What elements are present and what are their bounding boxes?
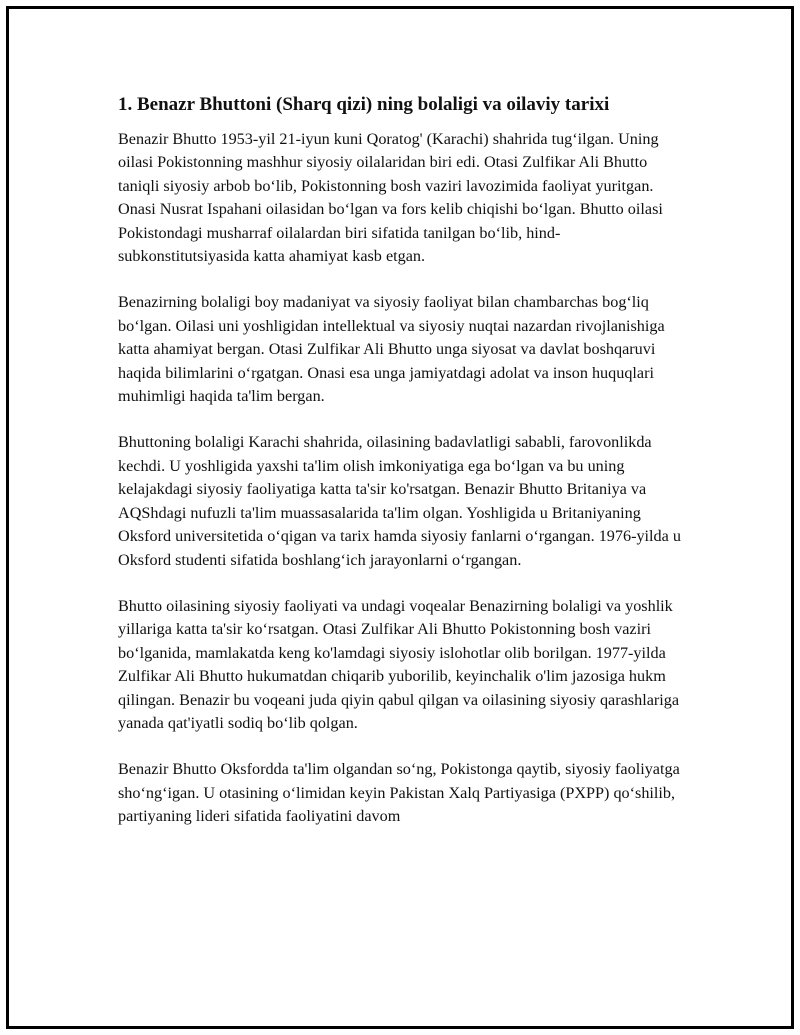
document-body <box>118 92 688 852</box>
paragraph-2: Benazirning bolaligi boy madaniyat va siyosiy faoliyat bilan chambarchas bog‘liq bo‘lgan. Oilasi uni yoshligidan intellektual va siyosiy nuqtai nazardan rivojlanishiga katta ahamiyat bergan. Otasi Zulfikar Ali Bhutto unga siyosat va davlat boshqaruvi haqida bilimlarini o‘rgatgan. Onasi esa unga jamiyatdagi adolat va inson huquqlari muhimligi haqida ta'lim bergan. <box>118 293 665 406</box>
paragraph-3: Bhuttoning bolaligi Karachi shahrida, oilasining badavlatligi sababli, farovonlikda kechdi. U yoshligida yaxshi ta'lim olish imkoniyatiga ega bo‘lgan va bu uning kelajakdagi siyosiy faoliyatiga katta ta'sir ko'rsatgan. Benazir Bhutto Britaniya va AQShdagi nufuzli ta'lim muassasalarida ta'lim olgan. Yoshligida u Britaniyaning Oksford universitetida o‘qigan va tarix hamda siyosiy fanlarni o‘rgangan. 1976-yilda u Oksford studenti sifatida boshlang‘ich jarayonlarni o‘rgangan. <box>118 433 681 569</box>
paragraph-5: Benazir Bhutto Oksfordda ta'lim olgandan so‘ng, Pokistonga qaytib, siyosiy faoliyatga sho‘ng‘igan. U otasining o‘limidan keyin Pakistan Xalq Partiyasiga (PXPP) qo‘shilib, partiyaning lideri sifatida faoliyatini davom <box>118 760 680 826</box>
paragraph-4: Bhutto oilasining siyosiy faoliyati va undagi voqealar Benazirning bolaligi va yoshlik yillariga katta ta'sir ko‘rsatgan. Otasi Zulfikar Ali Bhutto Pokistonning bosh vaziri bo‘lganida, mamlakatda keng ko'lamdagi siyosiy islohotlar olib borilgan. 1977-yilda Zulfikar Ali Bhutto hukumatdan chiqarib yuborilib, keyinchalik o'lim jazosiga hukm qilingan. Benazir bu voqeani juda qiyin qabul qilgan va oilasining siyosiy qarashlariga yanada qat'iyatli sodiq bo‘lib qolgan. <box>118 596 680 732</box>
section-heading: 1. Benazr Bhuttoni (Sharq qizi) ning bolaligi va oilaviy tarixi <box>118 94 610 115</box>
paragraph-1: Benazir Bhutto 1953-yil 21-iyun kuni Qoratog' (Karachi) shahrida tug‘ilgan. Uning oilasi Pokistonning mashhur siyosiy oilalaridan biri edi. Otasi Zulfikar Ali Bhutto taniqli siyosiy arbob bo‘lib, Pokistonning bosh vaziri lavozimida faoliyat yuritgan. Onasi Nusrat Ispahani oilasidan bo‘lgan va fors kelib chiqishi bo‘lgan. Bhutto oilasi Pokistondagi musharraf oilalardan biri sifatida tanilgan bo‘lib, hind-subkonstitutsiyasida katta ahamiyat kasb etgan. <box>118 130 663 266</box>
